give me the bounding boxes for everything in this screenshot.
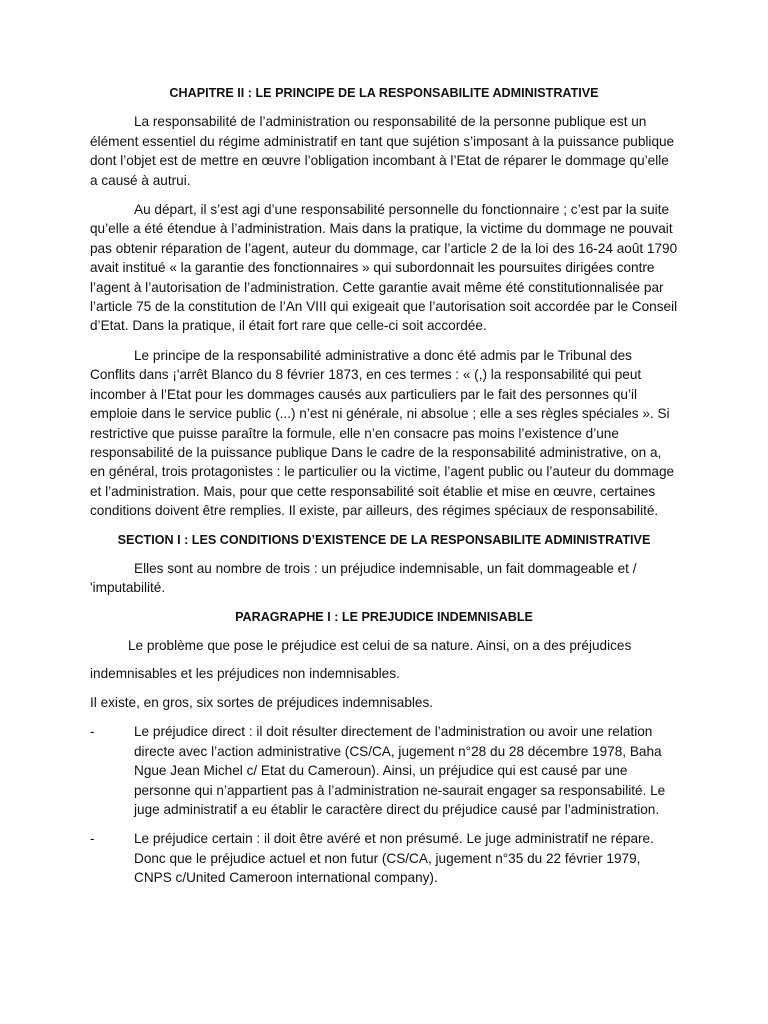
list-item [90,829,678,887]
chapter-title: CHAPITRE II : LE PRINCIPE DE LA RESPONSABILITE ADMINISTRATIVE [169,86,599,100]
paragraph-blanco: Le principe de la responsabilité administrative a donc été admis par le Tribunal des Conflits dans ¡'arrêt Blanco du 8 février 1873, en ces termes : « (,) la responsabilité qui peut incomber à l’Etat pour les dommages causés aux particuliers par le fait des personnes qu’il emploie dans le service public (...) n’est ni générale, ni absolue ; elle a ses règles spéciales ». Si restrictive que puisse paraître la formule, elle n’en consacre pas moins l’existence d’une responsabilité de la puissance publique Dans le cadre de la responsabilité administrative, on a, en général, trois protagonistes : le particulier ou la victime, l’agent public ou l’auteur du dommage et l’administration. Mais, pour que cette responsabilité soit établie et mise en œuvre, certaines conditions doivent être remplies. Il existe, par ailleurs, des régimes spéciaux de responsabilité. [90,347,675,519]
kinds-line: Il existe, en gros, six sortes de préjudices indemnisables. [90,694,434,710]
nature-line-2: indemnisables et les préjudices non indemnisables. [90,665,400,681]
nature-line-1: Le problème que pose le préjudice est celui de sa nature. Ainsi, on a des préjudices [128,638,632,654]
section-intro: Elles sont au nombre de trois : un préjudice indemnisable, un fait dommageable et / 'imputabilité. [90,560,637,596]
bullet-text: Le préjudice certain : il doit être avéré et non présumé. Le juge administratif ne répare. Donc que le préjudice actuel et non futur (CS/CA, jugement n°35 du 22 février 1979, CNPS c/United Cameroon international company). [134,831,654,886]
bullet-text: Le préjudice direct : il doit résulter directement de l’administration ou avoir une relation directe avec l’action administrative (CS/CA, jugement n°28 du 28 décembre 1978, Baha Ngue Jean Michel c/ Etat du Cameroun). Ainsi, un préjudice qui est causé par une personne qui n’appartient pas à l’administration ne-saurait engager sa responsabilité. Le juge administratif a eu établir le caractère direct du préjudice causé par l’administration. [134,724,666,817]
document-page [90,84,678,898]
paragraph-title: PARAGRAPHE I : LE PREJUDICE INDEMNISABLE [235,609,533,624]
bullet-dash: - [90,724,95,740]
list-item [90,722,678,819]
bullet-dash: - [90,831,95,847]
paragraph-definition: La responsabilité de l’administration ou responsabilité de la personne publique est un élément essentiel du régime administratif en tant que sujétion s’imposant à la puissance publique dont l’objet est de mettre en œuvre l’obligation incombant à l’Etat de réparer le dommage qu’elle a causé à autrui. [90,114,675,188]
paragraph-history: Au départ, il s’est agi d’une responsabilité personnelle du fonctionnaire ; c’est par la suite qu’elle a été étendue à l’administration. Mais dans la pratique, la victime du dommage ne pouvait pas obtenir réparation de l’agent, auteur du dommage, car l’article 2 de la loi des 16-24 août 1790 avait institué « la garantie des fonctionnaires » qui subordonnait les poursuites dirigées contre l’agent à l’autorisation de l’administration. Cette garantie avait même été constitutionnalisée par l’article 75 de la constitution de l’An VIII qui exigeait que l’autorisation soit accordée par le Conseil d’Etat. Dans la pratique, il était fort rare que celle-ci soit accordée. [90,202,678,334]
section-title: SECTION I : LES CONDITIONS D’EXISTENCE DE LA RESPONSABILITE ADMINISTRATIVE [117,532,651,547]
